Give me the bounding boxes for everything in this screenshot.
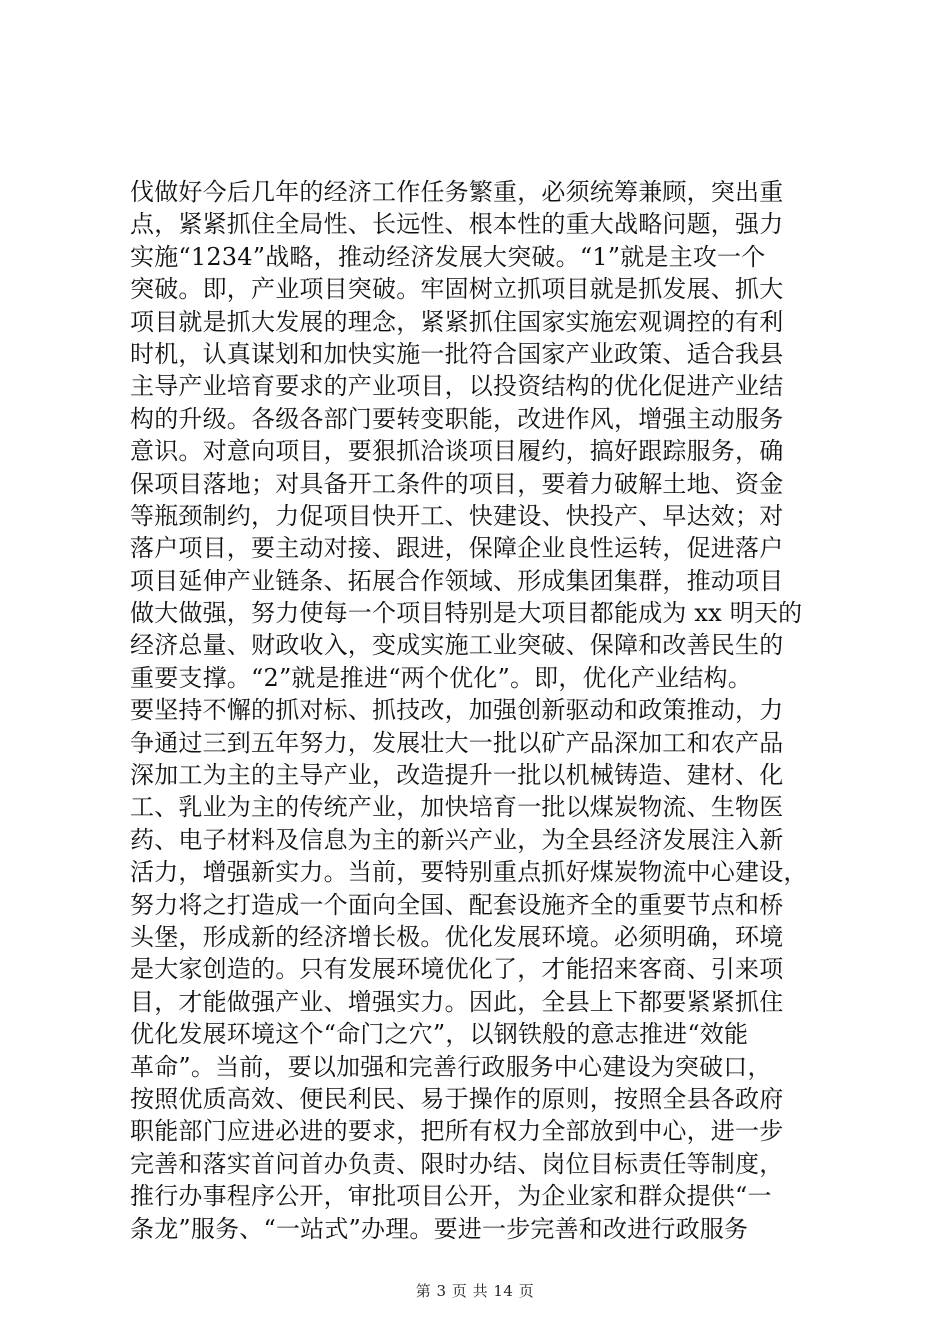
text-line: 是大家创造的。只有发展环境优化了，才能招来客商、引来项 bbox=[130, 955, 784, 984]
text-line: 工、乳业为主的传统产业，加快培育一批以煤炭物流、生物医 bbox=[130, 793, 784, 822]
text-line: 项目就是抓大发展的理念，紧紧抓住国家实施宏观调控的有利 bbox=[130, 307, 784, 336]
text-line: 实施“1234”战略，推动经济发展大突破。“1”就是主攻一个 bbox=[130, 242, 766, 271]
text-line: 职能部门应进必进的要求，把所有权力全部放到中心，进一步 bbox=[130, 1117, 784, 1146]
text-line: 点，紧紧抓住全局性、长远性、根本性的重大战略问题，强力 bbox=[130, 210, 784, 239]
text-line: 构的升级。各级各部门要转变职能，改进作风，增强主动服务 bbox=[130, 404, 784, 433]
text-line: 目，才能做强产业、增强实力。因此，全县上下都要紧紧抓住 bbox=[130, 987, 784, 1016]
text-line: 突破。即，产业项目突破。牢固树立抓项目就是抓发展、抓大 bbox=[130, 275, 784, 304]
text-line: 活力，增强新实力。当前，要特别重点抓好煤炭物流中心建设， bbox=[130, 858, 808, 887]
text-line: 争通过三到五年努力，发展壮大一批以矿产品深加工和农产品 bbox=[130, 728, 784, 757]
text-line: 重要支撑。“2”就是推进“两个优化”。即，优化产业结构。 bbox=[130, 663, 752, 692]
text-line: 经济总量、财政收入，变成实施工业突破、保障和改善民生的 bbox=[130, 631, 784, 660]
text-line: 项目延伸产业链条、拓展合作领域、形成集团集群，推动项目 bbox=[130, 566, 784, 595]
text-line: 主导产业培育要求的产业项目，以投资结构的优化促进产业结 bbox=[130, 372, 784, 401]
text-line: 头堡，形成新的经济增长极。优化发展环境。必须明确，环境 bbox=[130, 922, 784, 951]
text-line: 意识。对意向项目，要狠抓洽谈项目履约，搞好跟踪服务，确 bbox=[130, 437, 784, 466]
text-line: 落户项目，要主动对接、跟进，保障企业良性运转，促进落户 bbox=[130, 534, 784, 563]
text-line: 等瓶颈制约，力促项目快开工、快建设、快投产、早达效；对 bbox=[130, 501, 784, 530]
text-line: 药、电子材料及信息为主的新兴产业，为全县经济发展注入新 bbox=[130, 825, 784, 854]
text-line: 做大做强，努力使每一个项目特别是大项目都能成为 xx 明天的 bbox=[130, 599, 803, 628]
text-line: 按照优质高效、便民利民、易于操作的原则，按照全县各政府 bbox=[130, 1084, 784, 1113]
text-line: 推行办事程序公开，审批项目公开，为企业家和群众提供“一 bbox=[130, 1182, 772, 1211]
text-line: 完善和落实首问首办负责、限时办结、岗位目标责任等制度， bbox=[130, 1149, 784, 1178]
text-line: 革命”。当前，要以加强和完善行政服务中心建设为突破口， bbox=[130, 1052, 772, 1081]
page-number-footer: 第 3 页 共 14 页 bbox=[415, 1282, 535, 1300]
text-line: 努力将之打造成一个面向全国、配套设施齐全的重要节点和桥 bbox=[130, 890, 784, 919]
text-line: 深加工为主的主导产业，改造提升一批以机械铸造、建材、化 bbox=[130, 761, 784, 790]
text-line: 时机，认真谋划和加快实施一批符合国家产业政策、适合我县 bbox=[130, 339, 784, 368]
text-line: 条龙”服务、“一站式”办理。要进一步完善和改进行政服务 bbox=[130, 1214, 749, 1243]
text-line: 伐做好今后几年的经济工作任务繁重，必须统筹兼顾，突出重 bbox=[130, 178, 784, 206]
body-text bbox=[130, 176, 830, 1245]
text-line: 保项目落地；对具备开工条件的项目，要着力破解土地、资金 bbox=[130, 469, 784, 498]
text-line: 要坚持不懈的抓对标、抓技改，加强创新驱动和政策推动，力 bbox=[130, 696, 784, 725]
text-line: 优化发展环境这个“命门之穴”，以钢铁般的意志推进“效能 bbox=[130, 1020, 749, 1049]
